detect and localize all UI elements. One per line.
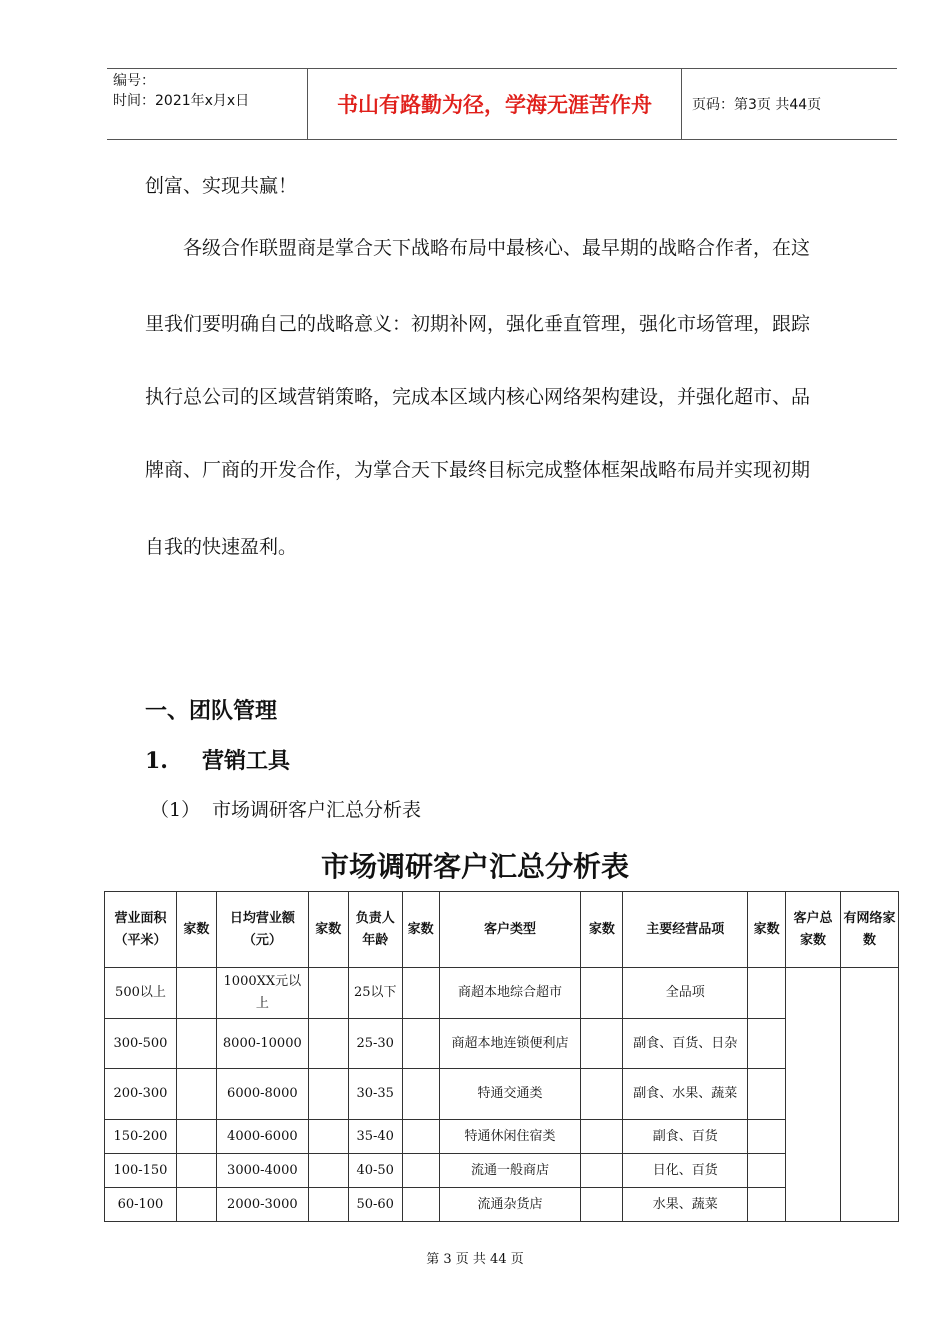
subsection-heading <box>145 744 290 775</box>
cell-area: 500以上 <box>105 968 177 1019</box>
cell-count <box>748 1120 786 1154</box>
header-count: 家数 <box>581 892 623 968</box>
header-count: 家数 <box>402 892 439 968</box>
cell-customer-type: 流通一般商店 <box>439 1154 581 1188</box>
cell-customer-type: 商超本地综合超市 <box>439 968 581 1019</box>
cell-area: 200-300 <box>105 1069 177 1120</box>
cell-area: 60-100 <box>105 1188 177 1222</box>
table-row <box>105 1154 899 1188</box>
cell-count <box>748 1019 786 1069</box>
cell-customer-type: 特通交通类 <box>439 1069 581 1120</box>
cell-count <box>308 1120 348 1154</box>
cell-main-products: 副食、水果、蔬菜 <box>623 1069 748 1120</box>
header-count: 家数 <box>176 892 216 968</box>
cell-count <box>748 1154 786 1188</box>
cell-count <box>581 968 623 1019</box>
cell-customer-type: 特通休闲住宿类 <box>439 1120 581 1154</box>
cell-owner-age: 25-30 <box>348 1019 402 1069</box>
cell-owner-age: 35-40 <box>348 1120 402 1154</box>
header-count: 家数 <box>308 892 348 968</box>
cell-daily-revenue: 8000-10000 <box>216 1019 308 1069</box>
survey-summary-table <box>104 891 899 1222</box>
cell-owner-age: 40-50 <box>348 1154 402 1188</box>
cell-count <box>748 1188 786 1222</box>
cell-count <box>748 1069 786 1120</box>
section-heading: 一、团队管理 <box>145 699 278 724</box>
cell-count <box>581 1069 623 1120</box>
cell-count <box>176 1154 216 1188</box>
document-number-label: 编号： <box>113 73 155 89</box>
header-total-customers: 客户总家数 <box>786 892 841 968</box>
header-motto: 书山有路勤为径，学海无涯苦作舟 <box>308 69 682 139</box>
cell-daily-revenue: 4000-6000 <box>216 1120 308 1154</box>
page-header <box>107 68 897 140</box>
cell-customer-type: 商超本地连锁便利店 <box>439 1019 581 1069</box>
table-row <box>105 1019 899 1069</box>
table-row <box>105 1120 899 1154</box>
item-title: 市场调研客户汇总分析表 <box>212 799 422 821</box>
page-footer: 第 3 页 共 44 页 <box>426 1252 524 1267</box>
paragraph-line: 自我的快速盈利。 <box>145 536 298 558</box>
header-daily-revenue: 日均营业额（元） <box>216 892 308 968</box>
header-owner-age: 负责人年龄 <box>348 892 402 968</box>
cell-count <box>402 1019 439 1069</box>
header-page-info: 页码：第3页 共44页 <box>692 97 822 113</box>
cell-count <box>581 1154 623 1188</box>
subsection-title: 营销工具 <box>202 749 291 774</box>
cell-customer-type: 流通杂货店 <box>439 1188 581 1222</box>
paragraph-line: 牌商、厂商的开发合作，为掌合天下最终目标完成整体框架战略布局并实现初期 <box>145 459 811 481</box>
header-customer-type: 客户类型 <box>439 892 581 968</box>
header-count: 家数 <box>748 892 786 968</box>
cell-area: 300-500 <box>105 1019 177 1069</box>
item-number: （1） <box>150 799 201 821</box>
subsection-number: 1. <box>145 748 168 774</box>
cell-count <box>402 1069 439 1120</box>
cell-count <box>581 1019 623 1069</box>
cell-daily-revenue: 1000XX元以上 <box>216 968 308 1019</box>
header-networked-count: 有网络家数 <box>841 892 899 968</box>
cell-total-customers <box>786 968 841 1222</box>
cell-count <box>308 1069 348 1120</box>
cell-main-products: 副食、百货 <box>623 1120 748 1154</box>
paragraph-line: 里我们要明确自己的战略意义：初期补网，强化垂直管理，强化市场管理，跟踪 <box>145 313 811 335</box>
cell-count <box>308 1188 348 1222</box>
cell-count <box>176 1019 216 1069</box>
cell-count <box>176 1188 216 1222</box>
cell-count <box>581 1188 623 1222</box>
cell-main-products: 全品项 <box>623 968 748 1019</box>
header-meta <box>107 69 308 139</box>
cell-daily-revenue: 3000-4000 <box>216 1154 308 1188</box>
cell-daily-revenue: 2000-3000 <box>216 1188 308 1222</box>
cell-count <box>581 1120 623 1154</box>
header-main-products: 主要经营品项 <box>623 892 748 968</box>
cell-networked-count <box>841 968 899 1222</box>
cell-count <box>308 1154 348 1188</box>
cell-count <box>748 968 786 1019</box>
cell-main-products: 副食、百货、日杂 <box>623 1019 748 1069</box>
cell-count <box>176 1120 216 1154</box>
cell-count <box>402 1154 439 1188</box>
table-row <box>105 968 899 1019</box>
cell-main-products: 日化、百货 <box>623 1154 748 1188</box>
cell-area: 100-150 <box>105 1154 177 1188</box>
cell-count <box>308 1019 348 1069</box>
table-row <box>105 1188 899 1222</box>
table-header-row <box>105 892 899 968</box>
header-area: 营业面积（平米） <box>105 892 177 968</box>
cell-count <box>402 1188 439 1222</box>
cell-count <box>176 968 216 1019</box>
cell-count <box>402 1120 439 1154</box>
paragraph-line: 各级合作联盟商是掌合天下战略布局中最核心、最早期的战略合作者，在这 <box>145 237 811 259</box>
document-date: 时间：2021年x月x日 <box>113 93 250 109</box>
cell-owner-age: 25以下 <box>348 968 402 1019</box>
item-heading <box>150 795 421 822</box>
table-row <box>105 1069 899 1120</box>
paragraph-line: 执行总公司的区域营销策略，完成本区域内核心网络架构建设，并强化超市、品 <box>145 386 811 408</box>
cell-area: 150-200 <box>105 1120 177 1154</box>
table-title: 市场调研客户汇总分析表 <box>320 850 629 883</box>
cell-owner-age: 30-35 <box>348 1069 402 1120</box>
cell-daily-revenue: 6000-8000 <box>216 1069 308 1120</box>
cell-count <box>402 968 439 1019</box>
cell-owner-age: 50-60 <box>348 1188 402 1222</box>
cell-count <box>176 1069 216 1120</box>
cell-count <box>308 968 348 1019</box>
cell-main-products: 水果、蔬菜 <box>623 1188 748 1222</box>
paragraph-line: 创富、实现共赢！ <box>145 175 298 197</box>
